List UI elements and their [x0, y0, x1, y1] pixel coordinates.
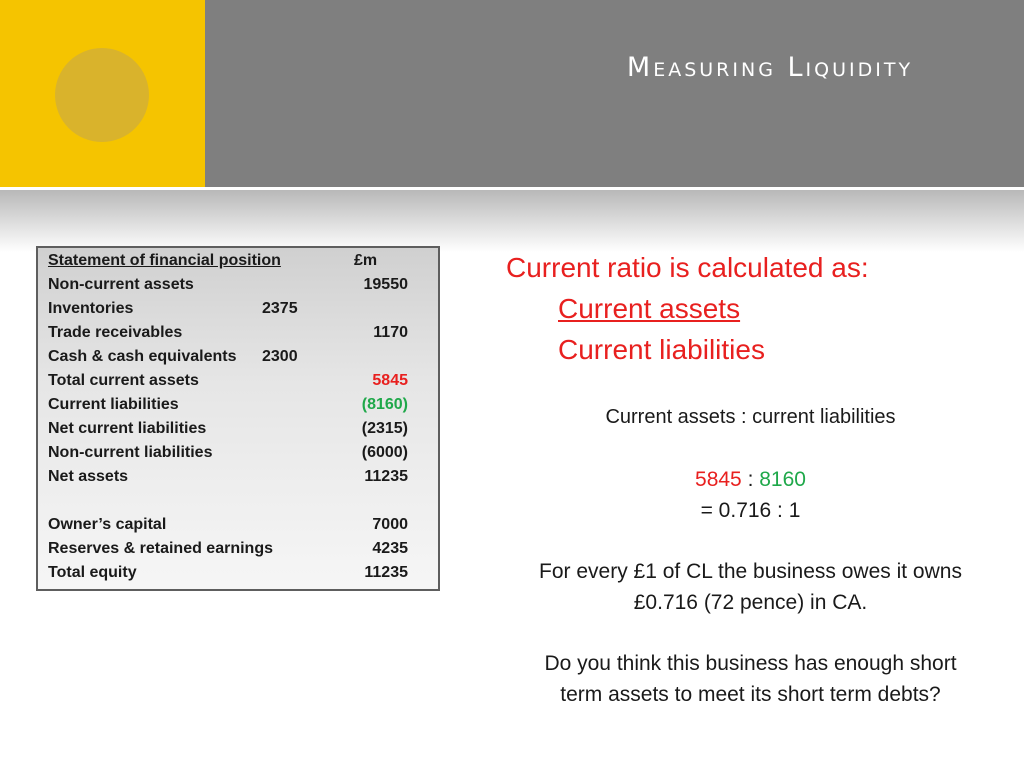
circle-decoration — [55, 48, 149, 142]
statement-row — [48, 465, 438, 489]
ratio-ca-value: 5845 — [695, 468, 742, 491]
row-label: Net current liabilities — [48, 420, 207, 437]
row-label: Reserves & retained earnings — [48, 540, 273, 557]
ratio-numerator: Current assets — [558, 293, 741, 324]
ratio-label: Current assets : current liabilities — [605, 406, 896, 428]
statement-row — [48, 513, 438, 537]
row-amount: (2315) — [361, 420, 408, 437]
statement-row — [48, 393, 438, 417]
statement-row — [48, 561, 438, 585]
row-amount: (6000) — [361, 444, 408, 461]
statement-row — [48, 537, 438, 561]
ratio-denominator: Current liabilities — [558, 334, 765, 365]
row-amount: 11235 — [364, 564, 408, 581]
row-label: Current liabilities — [48, 396, 179, 413]
current-ratio-heading: Current ratio is calculated as: — [506, 252, 869, 283]
statement-row — [48, 321, 438, 345]
currency-unit: £m — [354, 252, 378, 269]
current-liabilities-amount: (8160) — [361, 396, 408, 413]
row-label: Non-current assets — [48, 276, 194, 293]
ratio-result: = 0.716 : 1 — [700, 499, 801, 522]
row-label: Cash & cash equivalents — [48, 348, 237, 365]
row-amount: 1170 — [373, 324, 408, 341]
question-line-1: Do you think this business has enough short — [544, 652, 957, 675]
interpretation-line-2: £0.716 (72 pence) in CA. — [633, 591, 868, 614]
statement-row — [48, 441, 438, 465]
row-amount: 11235 — [364, 468, 408, 485]
interpretation-line-1: For every £1 of CL the business owes it owns — [539, 560, 962, 583]
statement-row — [48, 369, 438, 393]
slide-title: Measuring Liquidity — [626, 52, 914, 83]
row-label: Total current assets — [48, 372, 199, 389]
ratio-values — [498, 464, 1003, 495]
row-label: Inventories — [48, 300, 134, 317]
row-amount: 19550 — [363, 276, 408, 293]
row-label: Net assets — [48, 468, 129, 485]
gradient-band — [0, 190, 1024, 252]
statement-row — [48, 345, 438, 369]
statement-row — [48, 417, 438, 441]
statement-title: Statement of financial position — [48, 252, 281, 269]
statement-row — [48, 273, 438, 297]
question-line-2: term assets to meet its short term debts? — [560, 683, 941, 706]
header-bar — [205, 0, 1024, 187]
row-label: Trade receivables — [48, 324, 183, 341]
financial-statement-box — [36, 246, 440, 591]
row-amount: 7000 — [372, 516, 408, 533]
row-subamount: 2375 — [262, 300, 298, 317]
row-label: Total equity — [48, 564, 137, 581]
statement-row — [48, 297, 438, 321]
total-current-assets-amount: 5845 — [372, 372, 408, 389]
row-label: Non-current liabilities — [48, 444, 213, 461]
row-subamount: 2300 — [262, 348, 298, 365]
row-amount: 4235 — [372, 540, 408, 557]
row-label: Owner’s capital — [48, 516, 167, 533]
statement-header-row — [48, 249, 438, 273]
ratio-separator: : — [741, 468, 760, 491]
ratio-cl-value: 8160 — [759, 468, 806, 491]
